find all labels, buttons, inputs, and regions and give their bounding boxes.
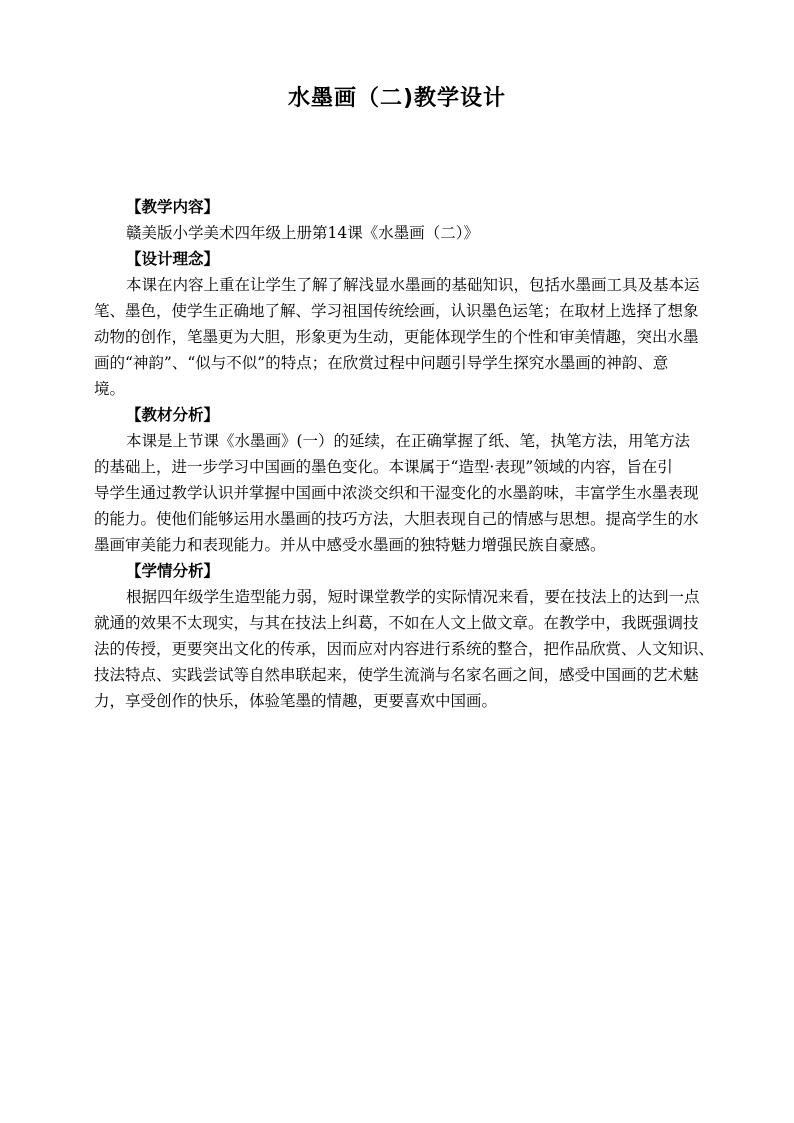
- material-line: 的基础上，进一步学习中国画的墨色变化。本课属于“造型·表现”领域的内容，旨在引: [94, 458, 673, 476]
- document-title: 水墨画（二)教学设计: [287, 86, 507, 111]
- material-line: 的能力。使他们能够运用水墨画的技巧方法，大胆表现自己的情感与思想。提高学生的水: [94, 510, 699, 528]
- section-heading-material: 【教材分析】: [126, 406, 220, 424]
- content-line: 赣美版小学美术四年级上册第14课《水墨画（二）》: [126, 224, 479, 242]
- students-line: 法的传授，更要突出文化的传承，因而应对内容进行系统的整合，把作品欣赏、人文知识、: [94, 640, 715, 658]
- concept-line: 笔、墨色，使学生正确地了解、学习祖国传统绘画，认识墨色运笔；在取材上选择了想象: [94, 302, 699, 320]
- material-line: 导学生通过教学认识并掌握中国画中浓淡交织和干湿变化的水墨韵味，丰富学生水墨表现: [94, 484, 699, 502]
- students-line: 技法特点、实践尝试等自然串联起来，使学生流淌与名家名画之间，感受中国画的艺术魅: [94, 666, 699, 684]
- section-heading-students: 【学情分析】: [126, 562, 220, 580]
- material-line: 本课是上节课《水墨画》(一）的延续，在正确掌握了纸、笔，执笔方法，用笔方法: [126, 432, 691, 450]
- concept-line: 境。: [94, 380, 126, 398]
- document-body: [94, 194, 718, 714]
- concept-line: 动物的创作，笔墨更为大胆，形象更为生动，更能体现学生的个性和审美情趣，突出水墨: [94, 328, 699, 346]
- concept-line: 本课在内容上重在让学生了解了解浅显水墨画的基础知识，包括水墨画工具及基本运: [126, 276, 700, 294]
- students-line: 根据四年级学生造型能力弱，短时课堂教学的实际情况来看，要在技法上的达到一点: [126, 588, 700, 606]
- section-heading-content: 【教学内容】: [126, 198, 220, 216]
- students-line: 就通的效果不太现实，与其在技法上纠葛，不如在人文上做文章。在教学中，我既强调技: [94, 614, 699, 632]
- concept-line: 画的“神韵”、“似与不似”的特点；在欣赏过程中问题引导学生探究水墨画的神韵、意: [94, 354, 669, 372]
- students-line: 力，享受创作的快乐，体验笔墨的情趣，更要喜欢中国画。: [94, 692, 498, 710]
- section-heading-concept: 【设计理念】: [126, 250, 220, 268]
- material-line: 墨画审美能力和表现能力。并从中感受水墨画的独特魅力增强民族自豪感。: [94, 536, 606, 554]
